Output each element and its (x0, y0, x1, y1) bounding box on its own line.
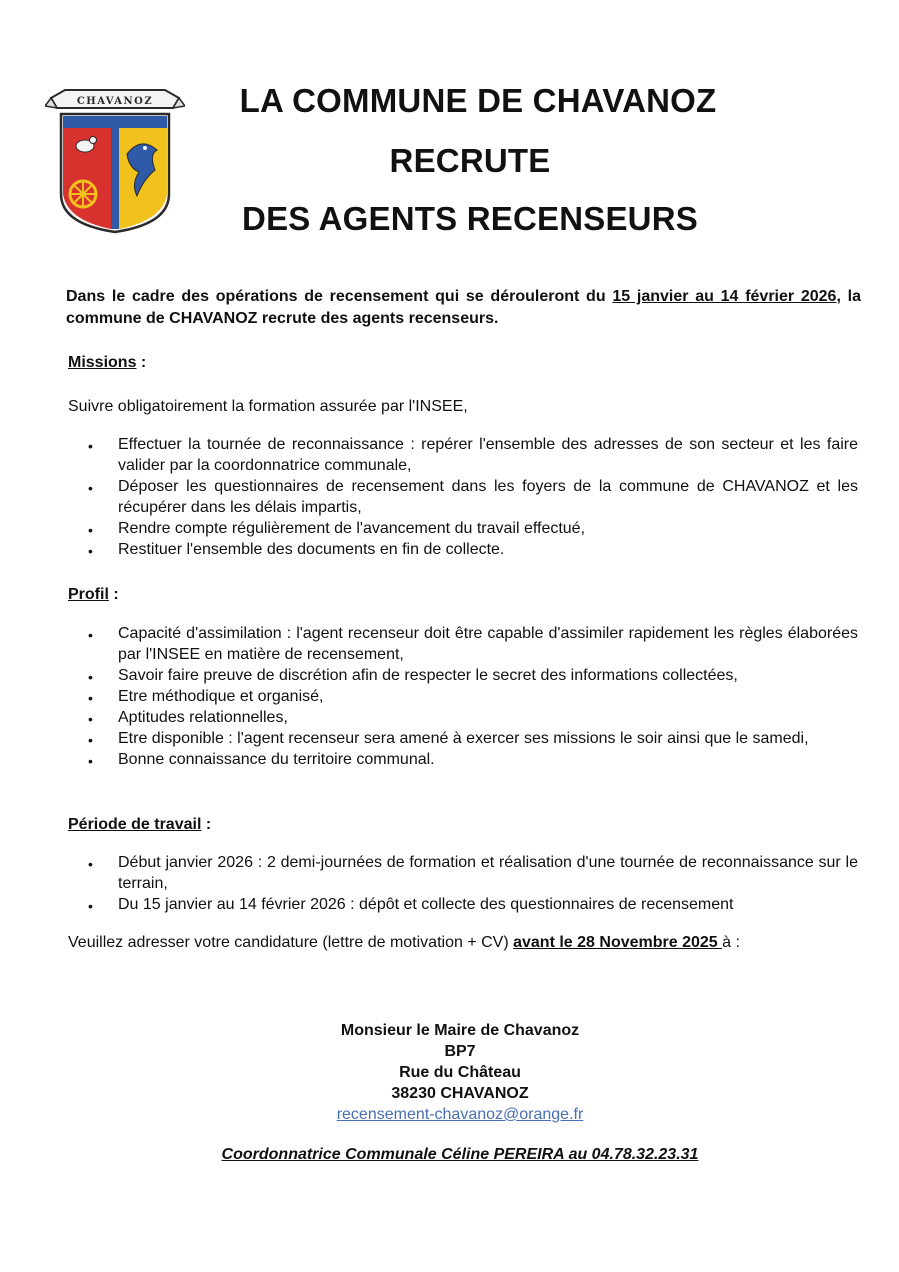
intro-dates: 15 janvier au 14 février 2026 (612, 288, 837, 305)
list-item: • Etre méthodique et organisé, (86, 686, 858, 707)
missions-colon: : (136, 354, 147, 371)
intro-text-2: , la commune de CHAVANOZ recrute des agents recenseurs. (66, 288, 862, 327)
periode-heading (68, 816, 211, 834)
intro-text-1: Dans le cadre des opérations de recensement qui se dérouleront du (66, 288, 613, 305)
intro-paragraph (66, 286, 861, 330)
mailing-address (250, 1020, 670, 1125)
address-line-4: 38230 CHAVANOZ (391, 1085, 529, 1102)
missions-list (86, 434, 858, 560)
profil-list (86, 623, 858, 770)
list-item: • Capacité d'assimilation : l'agent recenseur doit être capable d'assimiler rapidement les règles élaborées par l'INSEE en matière de recensement, (86, 623, 858, 665)
list-item: • Déposer les questionnaires de recensement dans les foyers de la commune de CHAVANOZ et les récupérer dans les délais impartis, (86, 476, 858, 518)
application-deadline: avant le 28 Novembre 2025 (513, 934, 723, 951)
missions-heading (68, 354, 146, 372)
list-item: • Effectuer la tournée de reconnaissance : repérer l'ensemble des adresses de son secteur et les faire valider par la coordonnatrice communale, (86, 434, 858, 476)
list-item: • Savoir faire preuve de discrétion afin de respecter le secret des informations collectées, (86, 665, 858, 686)
list-item: • Restituer l'ensemble des documents en fin de collecte. (86, 539, 858, 560)
application-instructions (68, 934, 740, 952)
profil-title: Profil (68, 586, 109, 603)
profil-colon: : (108, 586, 119, 603)
profil-heading (68, 586, 119, 604)
periode-colon: : (201, 816, 212, 833)
header-title-line1: LA COMMUNE DE CHAVANOZ (239, 82, 717, 119)
header-title-line3: DES AGENTS RECENSEURS (242, 200, 698, 237)
coordinator-contact: Coordonnatrice Communale Céline PEREIRA au 04.78.32.23.31 (221, 1146, 699, 1163)
address-line-1: Monsieur le Maire de Chavanoz (340, 1022, 580, 1039)
application-text: Veuillez adresser votre candidature (lettre de motivation + CV) (68, 934, 514, 951)
list-item: • Du 15 janvier au 14 février 2026 : dépôt et collecte des questionnaires de recensement (86, 894, 858, 915)
email-link[interactable]: recensement-chavanoz@orange.fr (336, 1106, 584, 1123)
list-item: • Rendre compte régulièrement de l'avancement du travail effectué, (86, 518, 858, 539)
periode-list (86, 852, 858, 915)
crest-banner-text: CHAVANOZ (76, 96, 154, 107)
periode-title: Période de travail (68, 816, 202, 833)
header-title-line2: RECRUTE (389, 142, 551, 179)
address-line-2: BP7 (444, 1043, 476, 1060)
list-item: • Aptitudes relationnelles, (86, 707, 858, 728)
address-line-3: Rue du Château (399, 1064, 521, 1081)
list-item: • Bonne connaissance du territoire communal. (86, 749, 858, 770)
missions-lead: Suivre obligatoirement la formation assurée par l'INSEE, (68, 398, 468, 415)
list-item: • Début janvier 2026 : 2 demi-journées de formation et réalisation d'une tournée de reconnaissance sur le terrain, (86, 852, 858, 894)
missions-title: Missions (68, 354, 137, 371)
list-item: • Etre disponible : l'agent recenseur sera amené à exercer ses missions le soir ainsi que le samedi, (86, 728, 858, 749)
application-suffix: à : (722, 934, 740, 951)
